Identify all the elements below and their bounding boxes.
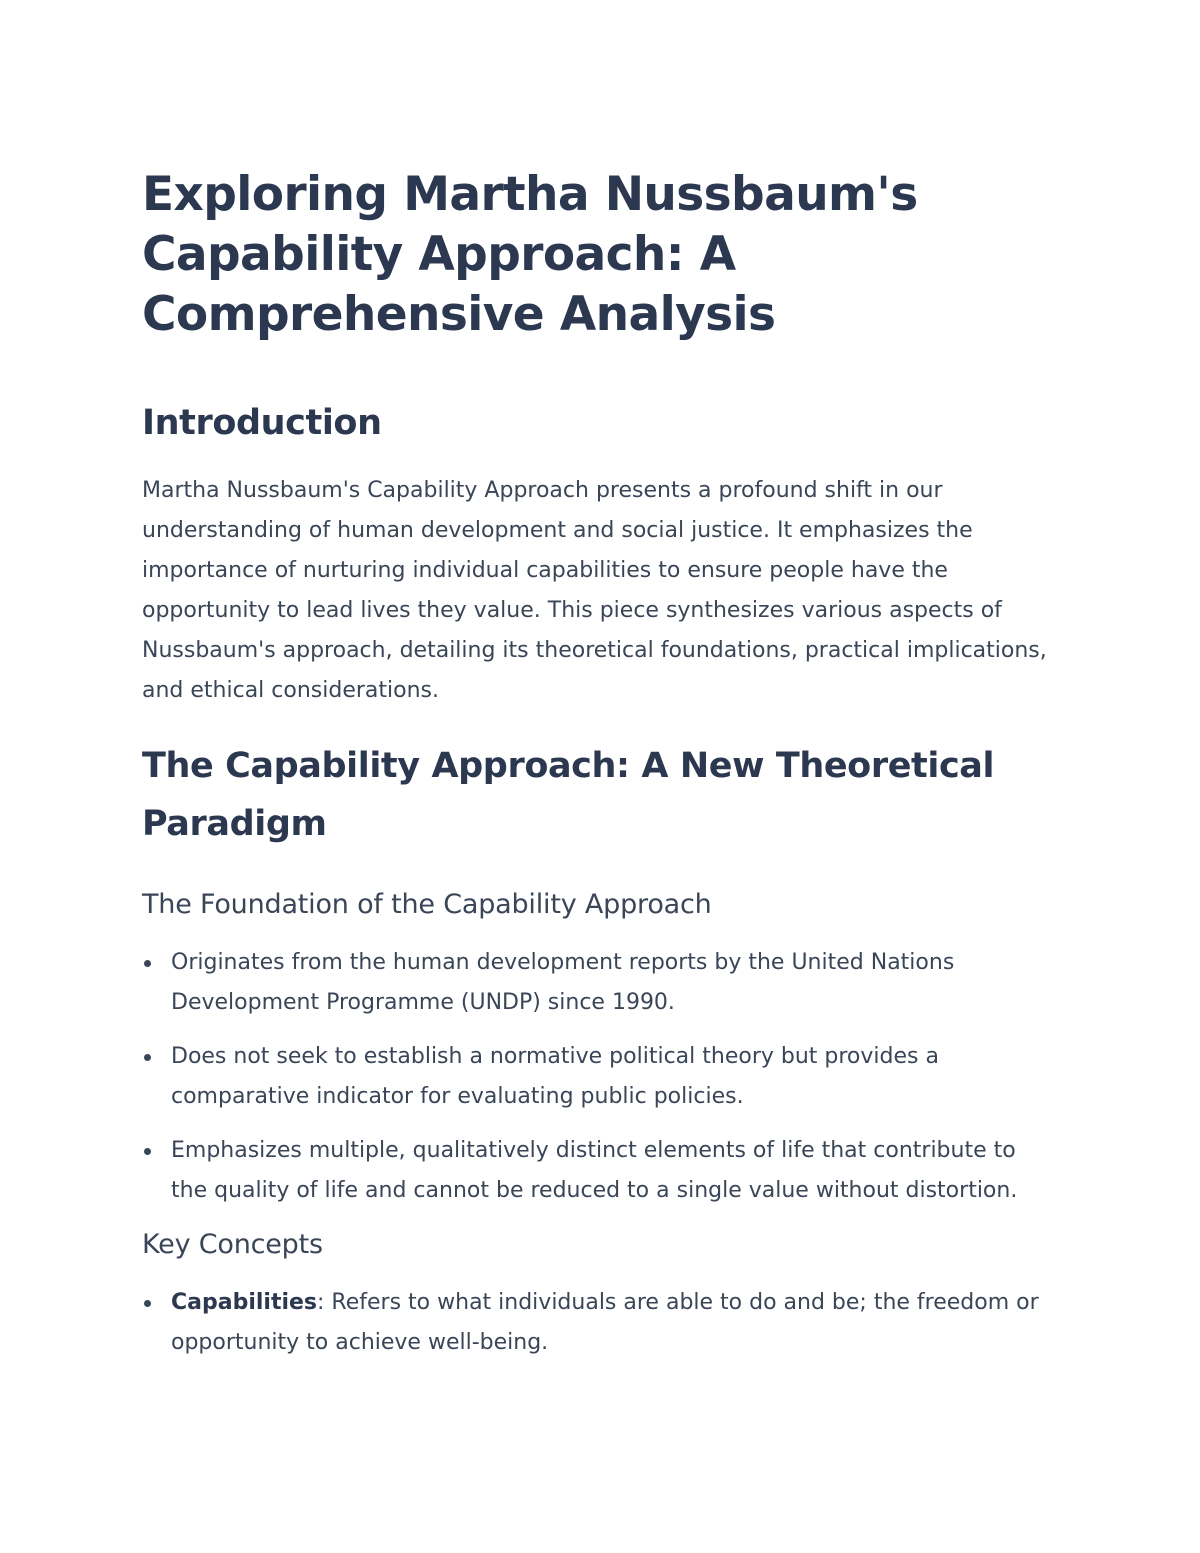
introduction-heading: Introduction <box>142 403 382 443</box>
list-item <box>142 1037 1051 1117</box>
bullet-icon <box>144 960 151 967</box>
concept-definition: : Refers to what individuals are able to do and be; the freedom or opportunity to achieve well-being. <box>171 1290 1039 1355</box>
bullet-icon <box>144 1148 151 1155</box>
section-heading: The Capability Approach: A New Theoretical Paradigm <box>142 746 995 844</box>
key-concepts-heading: Key Concepts <box>142 1229 323 1260</box>
concept-term: Capabilities <box>171 1290 318 1315</box>
list-item-text: Originates from the human development reports by the United Nations Development Programme (UNDP) since 1990. <box>171 950 955 1015</box>
document-page <box>142 165 1082 1377</box>
foundation-heading: The Foundation of the Capability Approach <box>142 889 712 920</box>
list-item-text: Emphasizes multiple, qualitatively distinct elements of life that contribute to the quality of life and cannot be reduced to a single value without distortion. <box>171 1138 1018 1203</box>
bullet-icon <box>144 1054 151 1061</box>
list-item-text: Does not seek to establish a normative political theory but provides a comparative indicator for evaluating public policies. <box>171 1044 939 1109</box>
introduction-paragraph: Martha Nussbaum's Capability Approach presents a profound shift in our understanding of human development and social justice. It emphasizes the importance of nurturing individual capabilities to ensure people have the opportunity to lead lives they value. This piece synthesizes various aspects of Nussbaum's approach, detailing its theoretical foundations, practical implications, and ethical considerations. <box>142 478 1047 703</box>
bullet-icon <box>144 1300 151 1307</box>
key-concepts-list <box>142 1283 1082 1363</box>
document-title: Exploring Martha Nussbaum's Capability Approach: A Comprehensive Analysis <box>142 167 918 342</box>
list-item <box>142 943 1051 1023</box>
foundation-list <box>142 943 1082 1211</box>
list-item <box>142 1131 1051 1211</box>
list-item <box>142 1283 1051 1363</box>
